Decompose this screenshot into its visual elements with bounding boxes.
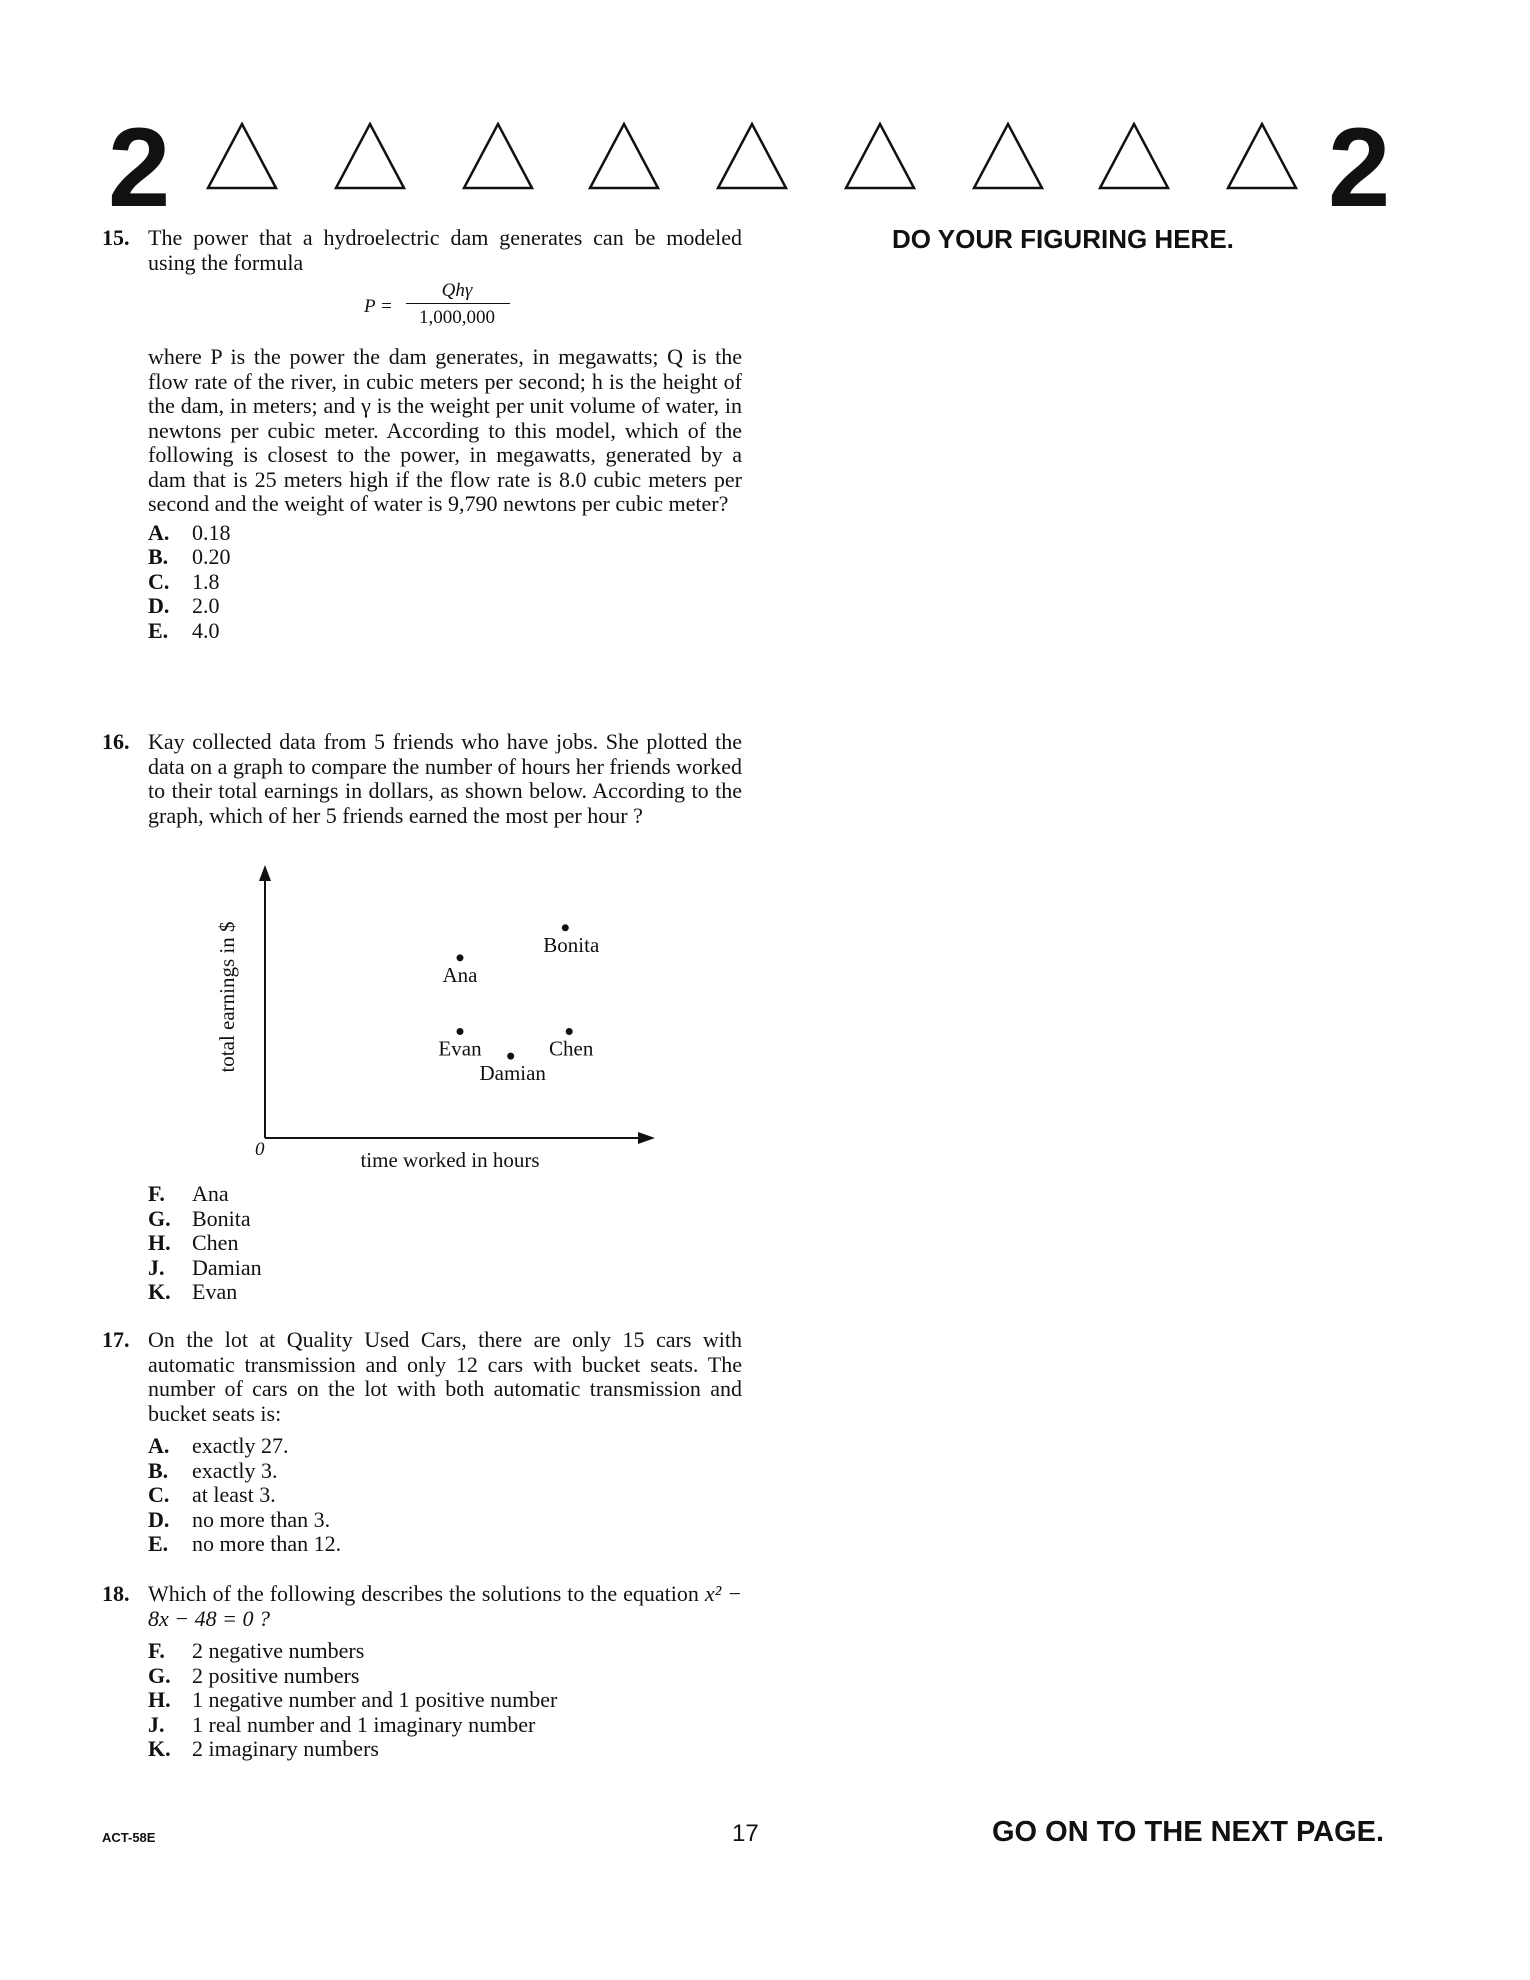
triangle-icon	[334, 120, 406, 192]
x-axis-arrow-icon	[638, 1132, 655, 1144]
page-number: 17	[732, 1820, 759, 1847]
answer-choice[interactable]: H. Chen	[148, 1230, 239, 1255]
answer-choice[interactable]: B. exactly 3.	[148, 1457, 278, 1483]
answer-choice[interactable]: K. 2 imaginary numbers	[148, 1736, 379, 1761]
triangle-icon	[1098, 120, 1170, 192]
formula-lhs: P =	[364, 296, 393, 317]
question-16-choices	[102, 1182, 742, 1305]
question-16	[102, 730, 742, 828]
question-number: 16.	[102, 729, 130, 754]
triangle-icon	[716, 120, 788, 192]
answer-choice[interactable]: F. Ana	[148, 1181, 229, 1206]
answer-choices	[148, 521, 742, 644]
question-stem: The power that a hydroelectric dam generates can be modeled using the formula	[148, 225, 742, 275]
answer-choices	[148, 1182, 742, 1305]
answer-choice[interactable]: H. 1 negative number and 1 positive number	[148, 1687, 558, 1712]
data-point-label: Bonita	[543, 932, 600, 957]
answer-choice[interactable]: E. 4.0	[148, 617, 220, 643]
origin-label: 0	[255, 1139, 265, 1160]
triangle-icon	[844, 120, 916, 192]
answer-choice[interactable]: E. no more than 12.	[148, 1531, 342, 1556]
answer-choices	[148, 1434, 742, 1557]
question-stem: Kay collected data from 5 friends who have jobs. She plotted the data on a graph to compare the number of hours her friends worked to their total earnings in dollars, as shown below. According to the graph, which of her 5 friends earned the most per hour ?	[148, 729, 742, 828]
answer-choices	[148, 1639, 742, 1762]
next-page-label: GO ON TO THE NEXT PAGE.	[992, 1816, 1385, 1848]
data-point-label: Chen	[549, 1036, 594, 1061]
answer-choice[interactable]: G. Bonita	[148, 1205, 251, 1231]
question-stem: Which of the following describes the solutions to the equation x² − 8x − 48 = 0 ?	[148, 1581, 742, 1631]
answer-choice[interactable]: C. 1.8	[148, 568, 220, 594]
data-point-label: Ana	[442, 962, 478, 987]
question-body: where P is the power the dam generates, in megawatts; Q is the flow rate of the river, in cubic meters per second; h is the height of the dam, in meters; and γ is the weight per unit volume of water, in newtons per cubic meter. According to this model, which of the following is closest to the power, in megawatts, generated by a dam that is 25 meters high if the flow rate is 8.0 cubic meters per second and the weight of water is 9,790 newtons per cubic meter?	[148, 344, 742, 516]
answer-choice[interactable]: A. 0.18	[148, 519, 231, 545]
form-code: ACT-58E	[102, 1830, 156, 1845]
formula	[102, 275, 742, 337]
question-number: 17.	[102, 1327, 130, 1352]
question-number: 15.	[102, 225, 130, 250]
data-points	[438, 924, 600, 1085]
section-number-right: 2	[1328, 105, 1391, 230]
data-point-label: Damian	[479, 1061, 546, 1086]
answer-choice[interactable]: K. Evan	[148, 1279, 238, 1304]
section-number-left: 2	[108, 105, 171, 230]
data-point	[507, 1053, 514, 1060]
formula-numerator: Qhγ	[441, 280, 473, 301]
answer-choice[interactable]: G. 2 positive numbers	[148, 1662, 360, 1688]
answer-choice[interactable]: J. 1 real number and 1 imaginary number	[148, 1711, 536, 1737]
answer-choice[interactable]: J. Damian	[148, 1254, 262, 1280]
equation: x² − 8x − 48 = 0 ?	[148, 1581, 742, 1631]
answer-choice[interactable]: C. at least 3.	[148, 1482, 276, 1507]
y-axis-label: total earnings in $	[215, 921, 239, 1073]
y-axis-arrow-icon	[259, 865, 271, 881]
question-18	[102, 1582, 742, 1762]
question-stem: On the lot at Quality Used Cars, there are only 15 cars with automatic transmission and only 12 cars with bucket seats. The number of cars on the lot with both automatic transmission and bucket seats is:	[148, 1327, 742, 1426]
question-15	[102, 226, 742, 643]
x-axis-label: time worked in hours	[360, 1148, 540, 1172]
answer-choice[interactable]: F. 2 negative numbers	[148, 1638, 365, 1663]
answer-choice[interactable]: B. 0.20	[148, 544, 231, 569]
answer-choice[interactable]: A. exactly 27.	[148, 1433, 289, 1458]
data-point	[566, 1028, 573, 1035]
triangle-icon	[1226, 120, 1298, 192]
data-point	[562, 924, 569, 931]
triangle-icon	[972, 120, 1044, 192]
triangle-icon	[206, 120, 278, 192]
fraction-bar	[406, 303, 510, 304]
data-point-label: Evan	[438, 1036, 482, 1061]
question-17	[102, 1328, 742, 1557]
formula-denominator: 1,000,000	[419, 307, 495, 328]
data-point	[457, 1028, 464, 1035]
scatter-chart	[210, 855, 670, 1185]
question-number: 18.	[102, 1581, 130, 1606]
triangle-icon	[588, 120, 660, 192]
answer-choice[interactable]: D. 2.0	[148, 593, 220, 618]
triangle-icon	[462, 120, 534, 192]
figuring-label: DO YOUR FIGURING HERE.	[892, 224, 1234, 254]
answer-choice[interactable]: D. no more than 3.	[148, 1506, 331, 1532]
data-point	[457, 954, 464, 961]
